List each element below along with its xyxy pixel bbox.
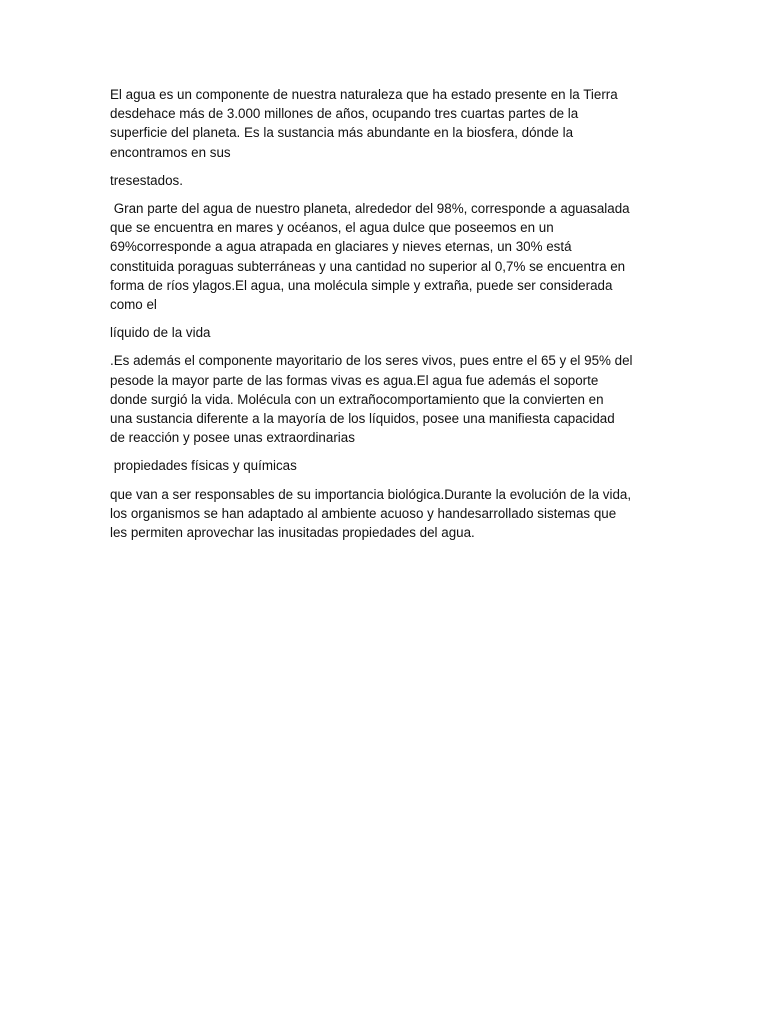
text-line: encontramos en sus [110,144,231,160]
paragraph-liquid-of-life [110,323,670,342]
paragraph-living-beings [110,351,670,447]
text-line: superficie del planeta. Es la sustancia más abundante en la biosfera, dónde la [110,125,574,141]
text-line: Gran parte del agua de nuestro planeta, alrededor del 98%, corresponde a aguasalada [110,201,630,217]
text-line: pesode la mayor parte de las formas vivas es agua.El agua fue además el soporte [110,372,599,388]
text-line: de reacción y posee unas extraordinarias [110,430,355,446]
text-line: propiedades físicas y químicas [110,458,297,474]
text-line: los organismos se han adaptado al ambiente acuoso y handesarrollado sistemas que [110,505,617,521]
text-line: líquido de la vida [110,325,211,341]
paragraph-states [110,171,670,190]
text-line: tresestados. [110,172,183,188]
text-line: El agua es un componente de nuestra naturaleza que ha estado presente en la Tierra [110,87,618,102]
text-line: una sustancia diferente a la mayoría de los líquidos, posee una manifiesta capacidad [110,411,615,427]
text-line: 69%corresponde a agua atrapada en glaciares y nieves eternas, un 30% está [110,239,572,255]
text-line: donde surgió la vida. Molécula con un extrañocomportamiento que la convierten en [110,391,604,407]
paragraph-properties [110,456,670,475]
paragraph-evolution [110,485,670,543]
text-line: constituida poraguas subterráneas y una cantidad no superior al 0,7% se encuentra en [110,258,626,274]
text-line: les permiten aprovechar las inusitadas propiedades del agua. [110,525,475,541]
paragraph-distribution [110,199,670,314]
text-line: .Es además el componente mayoritario de los seres vivos, pues entre el 65 y el 95% del [110,353,633,369]
text-line: que van a ser responsables de su importancia biológica.Durante la evolución de la vida, [110,486,632,502]
text-line: desdehace más de 3.000 millones de años, ocupando tres cuartas partes de la [110,106,579,122]
text-line: que se encuentra en mares y océanos, el agua dulce que poseemos en un [110,220,554,236]
text-line: forma de ríos ylagos.El agua, una molécula simple y extraña, puede ser considerada [110,277,613,293]
document-body [110,85,670,551]
text-line: como el [110,297,157,313]
paragraph-intro [110,85,670,162]
